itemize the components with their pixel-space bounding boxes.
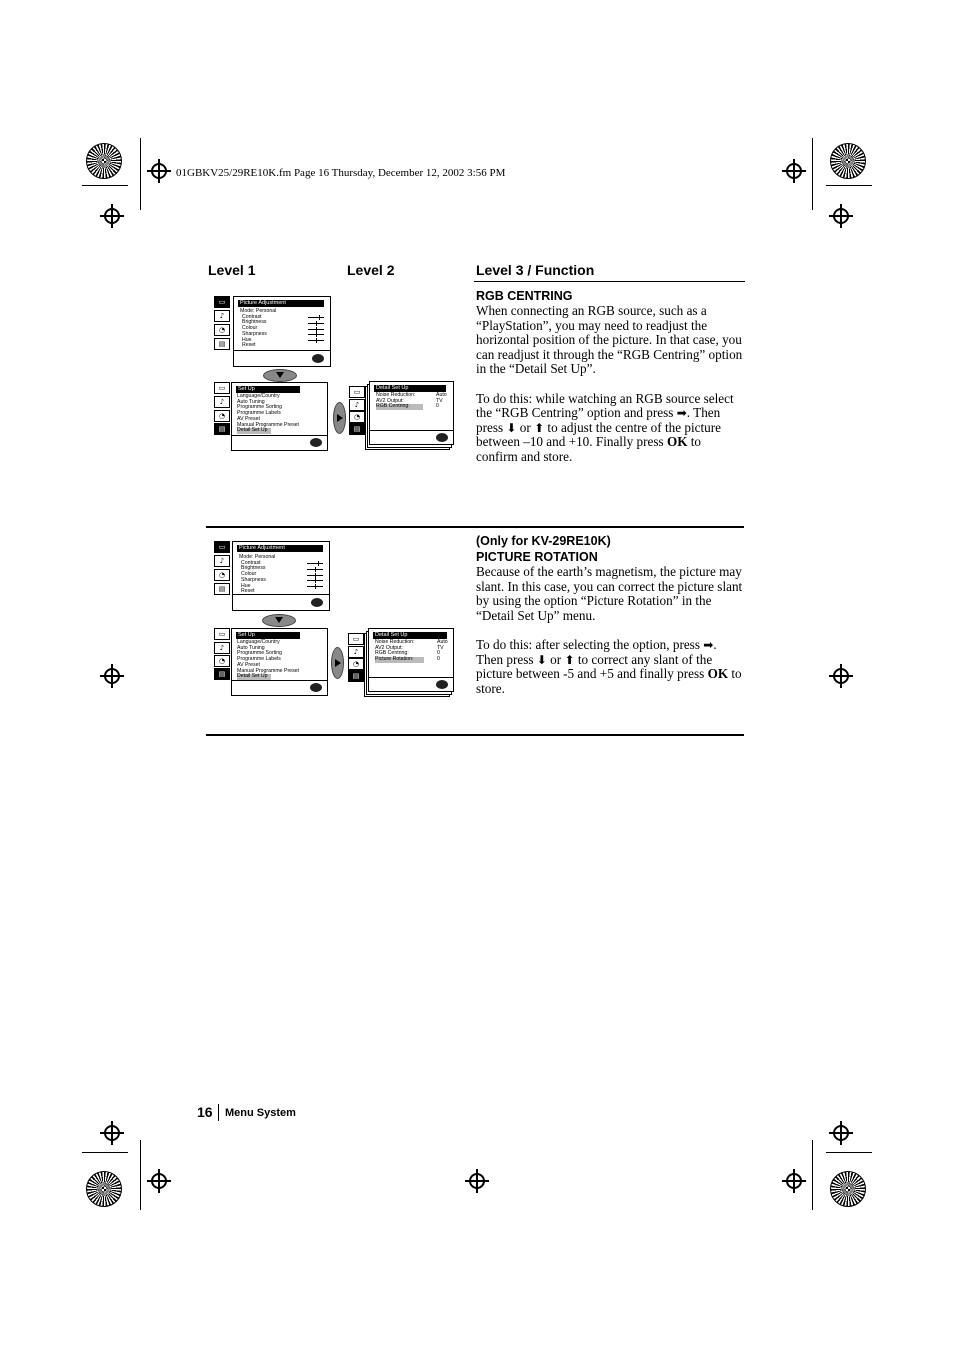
arrow-up-icon: ⬆ — [534, 420, 545, 435]
arrow-down-icon: ⬇ — [536, 652, 547, 667]
registration-starburst-bottom-right — [830, 1171, 866, 1207]
timer-icon: ◔ — [349, 411, 365, 423]
arrow-right-icon: ➡ — [703, 637, 714, 652]
column-header-level2: Level 2 — [347, 262, 395, 278]
crop-target-icon — [151, 1173, 167, 1189]
slider — [307, 586, 323, 587]
page-number: 16 — [197, 1104, 213, 1120]
crop-line — [812, 138, 813, 210]
ok-button-icon — [436, 680, 448, 689]
registration-starburst-bottom-left — [86, 1171, 122, 1207]
menu-title: Detail Set Up — [374, 385, 446, 392]
setup-menu: Set Up Language/Country Auto Tuning Programme Sorting Programme Labels AV Preset Manual Programme Preset Detail Set Up — [231, 382, 328, 451]
menu-title: Set Up — [236, 386, 300, 393]
crop-line — [140, 138, 141, 210]
sound-icon: ♪ — [214, 555, 230, 567]
column-header-level3: Level 3 / Function — [476, 262, 595, 278]
picture-icon: ▭ — [214, 296, 230, 308]
picture-adjustment-menu: Picture Adjustment Mode: Personal Contrast Brightness Colour Sharpness Hue Reset — [233, 296, 331, 367]
crop-target-icon — [833, 668, 849, 684]
menu-title: Picture Adjustment — [237, 545, 323, 552]
model-note: (Only for KV-29RE10K) — [476, 534, 611, 548]
picture-icon: ▭ — [348, 633, 364, 645]
section-name: Menu System — [225, 1107, 296, 1119]
crop-target-icon — [833, 1125, 849, 1141]
picture-rotation-section — [476, 534, 744, 711]
setup-icon: ▤ — [214, 668, 230, 680]
arrow-down-icon — [263, 369, 297, 382]
ok-button-icon — [310, 438, 322, 447]
header-rule — [474, 281, 745, 282]
picture-adjustment-menu: Picture Adjustment Mode: Personal Contrast Brightness Colour Sharpness Hue Reset — [232, 541, 330, 611]
menu-title: Detail Set Up — [373, 632, 447, 639]
crop-line — [812, 1140, 813, 1210]
detail-setup-menu: Detail Set Up Noise Reduction: AV2 Output: RGB Centring: Picture Rotation: Auto TV 0 0 — [368, 628, 454, 692]
crop-target-icon — [833, 208, 849, 224]
rgb-intro-paragraph: When connecting an RGB source, such as a “PlayStation”, you may need to readjust the horizontal position of the picture. In that case, you can readjust it through the “RGB Centring” option in the “Detail Set Up”. — [476, 303, 743, 377]
section-rule — [206, 526, 744, 528]
ok-button-icon — [312, 354, 324, 363]
picture-icon: ▭ — [214, 541, 230, 553]
sound-icon: ♪ — [214, 396, 230, 408]
crop-target-icon — [104, 668, 120, 684]
sound-icon: ♪ — [349, 399, 365, 411]
timer-icon: ◔ — [214, 324, 230, 336]
slider — [308, 329, 324, 330]
ok-button-icon — [311, 598, 323, 607]
footer-divider — [218, 1104, 219, 1121]
slider — [307, 580, 323, 581]
sound-icon: ♪ — [214, 310, 230, 322]
section-rule — [206, 734, 744, 736]
arrow-down-icon: ⬇ — [506, 420, 517, 435]
column-header-level1: Level 1 — [208, 262, 256, 278]
registration-starburst-top-right — [830, 143, 866, 179]
arrow-right-icon: ➡ — [676, 406, 687, 421]
arrow-up-icon: ⬆ — [564, 652, 575, 667]
section-title: PICTURE ROTATION — [476, 550, 598, 564]
setup-menu: Set Up Language/Country Auto Tuning Programme Sorting Programme Labels AV Preset Manual Programme Preset Detail Set Up — [231, 628, 328, 696]
setup-icon: ▤ — [214, 583, 230, 595]
timer-icon: ◔ — [348, 658, 364, 670]
section-title: RGB CENTRING — [476, 289, 573, 303]
rotation-intro-paragraph: Because of the earth’s magnetism, the picture may slant. In this case, you can correct the picture slant by using the option “Picture Rotation” in the “Detail Set Up” menu. — [476, 564, 743, 623]
slider — [307, 569, 323, 570]
detail-setup-menu: Detail Set Up Noise Reduction: AV2 Output: RGB Centring: Auto TV 0 — [369, 381, 454, 445]
arrow-right-icon — [333, 402, 346, 434]
file-header: 01GBKV25/29RE10K.fm Page 16 Thursday, December 12, 2002 3:56 PM — [176, 167, 506, 179]
slider — [308, 334, 324, 335]
crop-line — [140, 1140, 141, 1210]
crop-target-icon — [104, 208, 120, 224]
registration-starburst-top-left — [86, 143, 122, 179]
crop-line — [826, 185, 872, 186]
picture-icon: ▭ — [214, 628, 230, 640]
picture-icon: ▭ — [349, 386, 365, 398]
setup-icon: ▤ — [214, 423, 230, 435]
ok-button-icon — [310, 683, 322, 692]
crop-target-icon — [786, 1173, 802, 1189]
rgb-instructions-paragraph: To do this: while watching an RGB source select the “RGB Centring” option and press ➡. Then press ⬇ or ⬆ to adjust the centre of the picture between –10 and +10. Finally press OK to confirm and store. — [476, 390, 734, 464]
arrow-down-icon — [262, 614, 296, 627]
slider — [308, 323, 324, 324]
crop-target-icon — [104, 1125, 120, 1141]
setup-icon: ▤ — [214, 338, 230, 350]
crop-target-icon — [469, 1173, 485, 1189]
timer-icon: ◔ — [214, 569, 230, 581]
crop-line — [82, 185, 128, 186]
timer-icon: ◔ — [214, 655, 230, 667]
sound-icon: ♪ — [214, 642, 230, 654]
menu-title: Picture Adjustment — [238, 300, 324, 307]
sound-icon: ♪ — [348, 646, 364, 658]
picture-icon: ▭ — [214, 382, 230, 394]
ok-button-icon — [436, 433, 448, 442]
setup-icon: ▤ — [349, 423, 365, 435]
timer-icon: ◔ — [214, 410, 230, 422]
menu-title: Set Up — [236, 632, 300, 639]
rgb-centring-section — [476, 289, 744, 479]
slider — [307, 575, 323, 576]
crop-line — [826, 1152, 872, 1153]
slider — [308, 317, 324, 318]
crop-target-icon — [151, 163, 167, 179]
rotation-instructions-paragraph: To do this: after selecting the option, press ➡. Then press ⬇ or ⬆ to correct any slant of the picture between -5 and +5 and finally press OK to store. — [476, 636, 742, 696]
arrow-right-icon — [331, 647, 344, 679]
crop-target-icon — [786, 163, 802, 179]
setup-icon: ▤ — [348, 670, 364, 682]
slider — [307, 563, 323, 564]
slider — [308, 340, 324, 341]
crop-line — [82, 1152, 128, 1153]
